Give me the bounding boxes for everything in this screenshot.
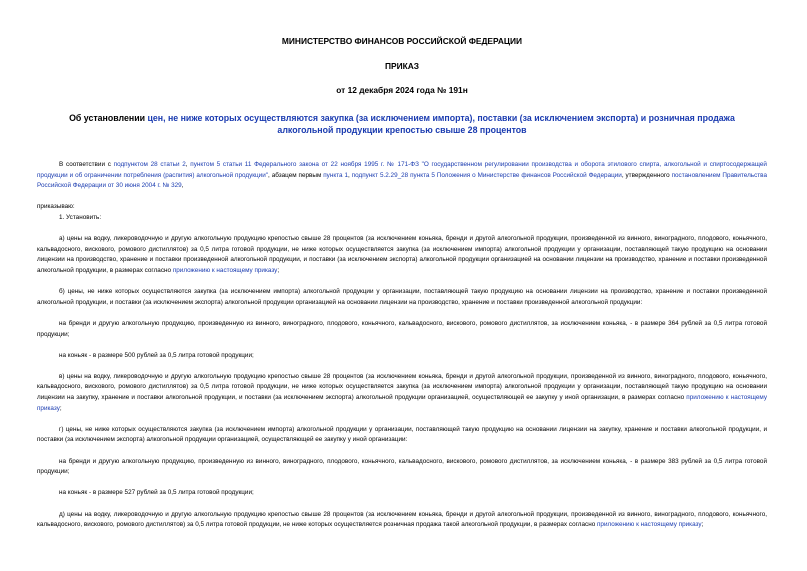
doc-type-heading: ПРИКАЗ xyxy=(384,61,420,71)
link-appendix-v[interactable]: приложению к настоящему приказу xyxy=(37,394,767,412)
paragraph-v-end: ; xyxy=(59,404,62,412)
preamble-text-4: , xyxy=(347,171,352,179)
paragraph-g2: на коньяк - в размере 527 рублей за 0,5 литра готовой продукции; xyxy=(59,489,254,497)
document-body xyxy=(37,160,767,531)
paragraph-g1: на бренди и другую алкогольную продукцию, произведенную из винного, виноградного, плодового, коньячного, кальвадосного, вискового, ромового дистиллятов, за исключением коньяка, - в размере 383 рублей за 0,5 литра готовой продукции; xyxy=(37,457,767,476)
preamble-text-5: , утвержденного xyxy=(621,171,672,179)
preamble-text-6: , xyxy=(181,182,184,190)
paragraph-d-end: ; xyxy=(701,521,704,529)
link-federal-law[interactable]: пунктом 5 статьи 11 Федерального закона от 22 ноября 1995 г. № 171-ФЗ "О государственном регулировании производства и оборота этилового спирта, алкогольной и спиртосодержащей продукции и об ограничении потребления (распития) алкогольной продукции" xyxy=(37,161,767,179)
title-prefix: Об установлении xyxy=(69,113,148,123)
preamble-paragraph xyxy=(37,160,767,192)
ministry-heading: МИНИСТЕРСТВО ФИНАНСОВ РОССИЙСКОЙ ФЕДЕРАЦИИ xyxy=(281,36,523,46)
date-number-heading: от 12 декабря 2024 года № 191н xyxy=(336,85,468,95)
title-link[interactable]: цен, не ниже которых осуществляются закупка (за исключением импорта), поставки (за исключением экспорта) и розничная продажа алкогольной продукции крепостью свыше 28 процентов xyxy=(147,113,735,135)
link-paragraph-1[interactable]: пункта 1 xyxy=(323,171,348,179)
link-government-resolution[interactable]: постановлением Правительства Российской Федерации от 30 июня 2004 г. № 329 xyxy=(37,171,767,190)
document-title xyxy=(37,112,767,136)
paragraph-a-end: ; xyxy=(277,266,280,274)
preamble-text-3: , абзацем первым xyxy=(268,171,324,179)
paragraph-d-text: д) цены на водку, ликероводочную и другую алкогольную продукцию крепостью свыше 28 процентов (за исключением коньяка, бренди и другой алкогольной продукции, произведенной из винного, виноградного, плодового, коньячного, кальвадосного, вискового, ромового дистиллятов) за 0,5 литра готовой продукции, не ниже которых осуществляется розничная продажа такой алкогольной продукции, в размерах согласно xyxy=(37,510,767,529)
preamble-text-2: , xyxy=(185,161,191,168)
link-appendix-d[interactable]: приложению к настоящему приказу xyxy=(597,521,702,529)
paragraph-b2: на коньяк - в размере 500 рублей за 0,5 литра готовой продукции; xyxy=(59,351,254,359)
order-item-1: 1. Установить: xyxy=(59,213,102,221)
paragraph-v-text: в) цены на водку, ликероводочную и другую алкогольную продукцию крепостью свыше 28 процентов (за исключением коньяка, бренди и другой алкогольной продукции, произведенной из винного, виноградного, плодового, коньячного, кальвадосного, вискового, ромового дистиллятов) за 0,5 литра готовой продукции, не ниже которых осуществляется закупка (за исключением импорта) алкогольной продукции у организации, поставляющей такую продукцию на основании лицензии на закупку, хранение и поставки алкогольной продукции, и поставки (за исключением экспорта) алкогольной продукции организацией, осуществляющей ее закупку у иной организации, в размерах согласно xyxy=(37,372,767,402)
preamble-text-1: В соответствии с xyxy=(59,161,114,168)
link-subparagraph-28[interactable]: подпунктом 28 статьи 2 xyxy=(113,161,186,168)
paragraph-v xyxy=(37,372,767,414)
link-ministry-regulation[interactable]: подпункт 5.2.29_28 пункта 5 Положения о Министерстве финансов Российской Федерации xyxy=(351,171,622,179)
paragraph-d xyxy=(37,510,767,531)
order-prikazyvayu: приказываю: xyxy=(37,203,75,211)
paragraph-b1: на бренди и другую алкогольную продукцию, произведенную из винного, виноградного, плодового, коньячного, кальвадосного, вискового, ромового дистиллятов, за исключением коньяка, - в размере 364 рублей за 0,5 литра готовой продукции; xyxy=(37,319,767,338)
paragraph-a xyxy=(37,234,767,276)
link-appendix-a[interactable]: приложению к настоящему приказу xyxy=(172,266,278,274)
paragraph-b: б) цены, не ниже которых осуществляются закупка (за исключением импорта) алкогольной продукции у организации, поставляющей такую продукцию на основании лицензии на производство, хранение и поставки произведенной алкогольной продукции, и поставки (за исключением экспорта) алкогольной продукции организацией на основании лицензии на производство, хранение и поставки произведенной алкогольной продукции: xyxy=(37,288,767,306)
paragraph-g: г) цены, не ниже которых осуществляются закупка (за исключением импорта) алкогольной продукции у организации, поставляющей такую продукцию на основании лицензии на закупку, хранение и поставки алкогольной продукции, и поставки (за исключением экспорта) алкогольной продукции организацией, осуществляющей ее закупку у иной организации: xyxy=(37,425,767,444)
paragraph-a-text: а) цены на водку, ликероводочную и другую алкогольную продукцию крепостью свыше 28 процентов (за исключением коньяка, бренди и другой алкогольной продукции, произведенной из винного, виноградного, плодового, коньячного, кальвадосного, вискового, ромового дистиллятов) за 0,5 литра готовой продукции, не ниже которых осуществляется закупка (за исключением импорта) алкогольной продукции у организации, поставляющей такую продукцию на основании лицензии на производство, хранение и поставки произведенной алкогольной продукции, и поставки (за исключением экспорта) алкогольной продукции организацией на основании лицензии на производство, хранение и поставки произведенной алкогольной продукции, в размерах согласно xyxy=(37,235,767,274)
